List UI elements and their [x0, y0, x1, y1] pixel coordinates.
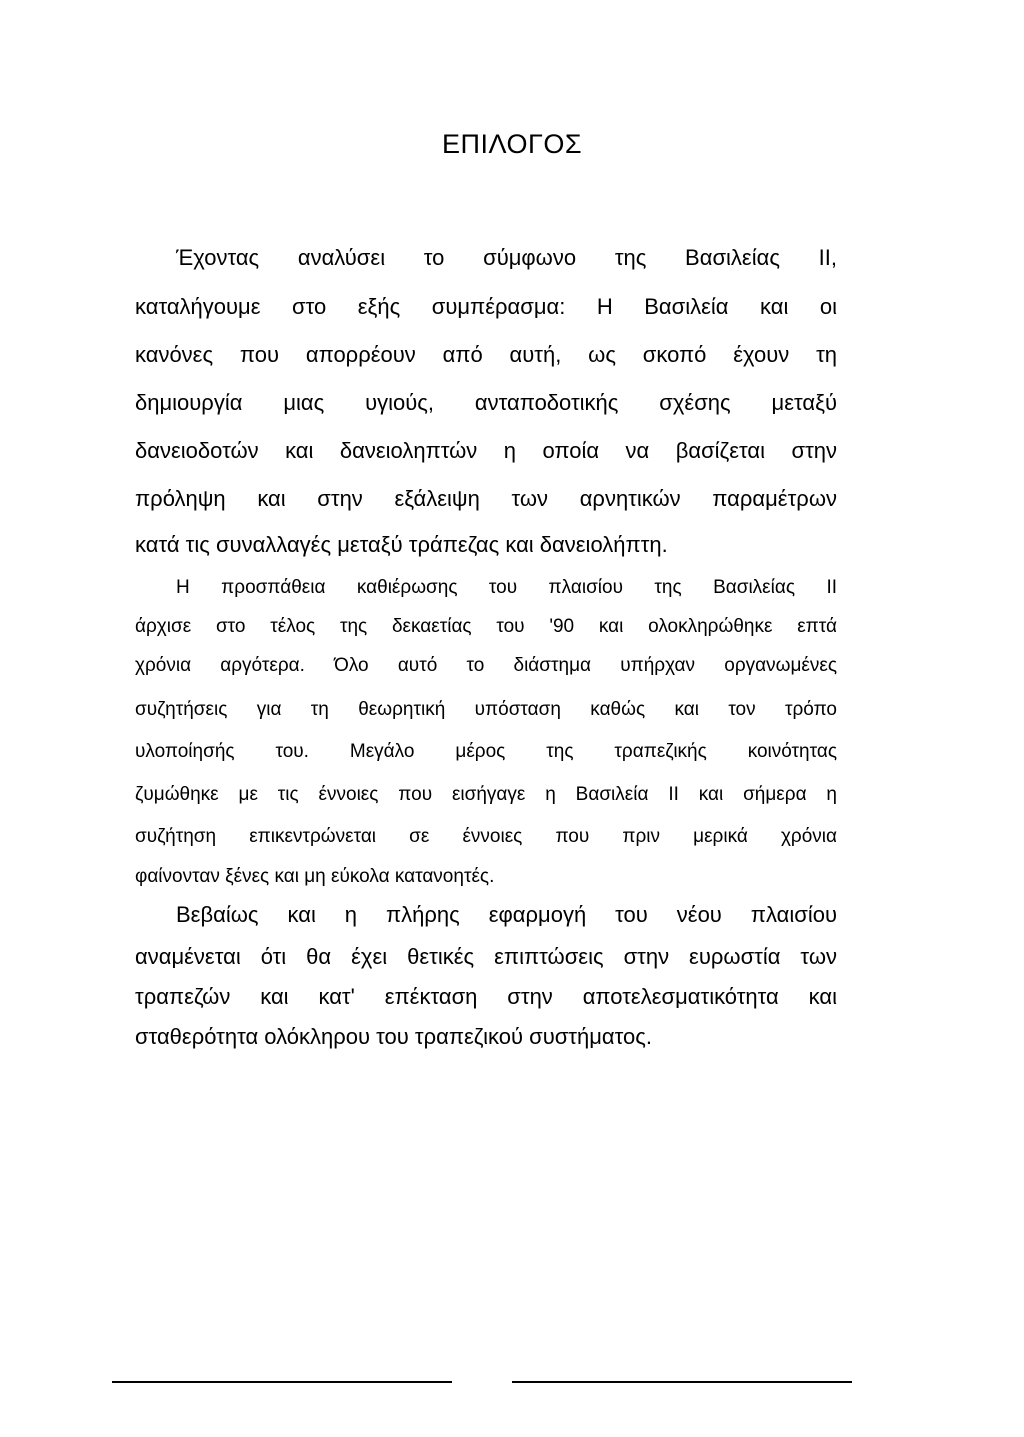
paragraph-line: αναμένεται ότι θα έχει θετικές επιπτώσεις στην ευρωστία των [135, 944, 837, 969]
paragraph-line: συζήτηση επικεντρώνεται σε έννοιες που πριν μερικά χρόνια [135, 826, 837, 847]
paragraph-line: φαίνονταν ξένες και μη εύκολα κατανοητές. [135, 866, 495, 887]
footer-rule-left [112, 1381, 452, 1383]
paragraph-line: πρόληψη και στην εξάλειψη των αρνητικών παραμέτρων [135, 486, 837, 511]
paragraph-line: καταλήγουμε στο εξής συμπέρασμα: Η Βασιλεία και οι [135, 294, 837, 319]
paragraph-line: υλοποίησής του. Μεγάλο μέρος της τραπεζικής κοινότητας [135, 741, 837, 762]
page-title: ΕΠΙΛΟΓΟΣ [441, 129, 583, 159]
paragraph-line: δανειοδοτών και δανειοληπτών η οποία να βασίζεται στην [135, 438, 837, 463]
paragraph-line: δημιουργία μιας υγιούς, ανταποδοτικής σχέσης μεταξύ [135, 390, 837, 415]
paragraph-line: Η προσπάθεια καθιέρωσης του πλαισίου της Βασιλείας ΙΙ [176, 577, 837, 598]
paragraph-line: κατά τις συναλλαγές μεταξύ τράπεζας και δανειολήπτη. [135, 532, 668, 557]
paragraph-line: σταθερότητα ολόκληρου του τραπεζικού συστήματος. [135, 1024, 652, 1049]
paragraph-line: ζυμώθηκε με τις έννοιες που εισήγαγε η Βασιλεία ΙΙ και σήμερα η [135, 784, 837, 805]
paragraph-line: τραπεζών και κατ' επέκταση στην αποτελεσματικότητα και [135, 984, 837, 1009]
paragraph-line: Βεβαίως και η πλήρης εφαρμογή του νέου πλαισίου [176, 902, 837, 927]
footer-rule-right [512, 1381, 852, 1383]
paragraph-line: συζητήσεις για τη θεωρητική υπόσταση καθώς και τον τρόπο [135, 699, 837, 720]
paragraph-line: άρχισε στο τέλος της δεκαετίας του '90 και ολοκληρώθηκε επτά [135, 616, 837, 637]
paragraph-line: κανόνες που απορρέουν από αυτή, ως σκοπό έχουν τη [135, 342, 837, 367]
paragraph-line: χρόνια αργότερα. Όλο αυτό το διάστημα υπήρχαν οργανωμένες [135, 655, 837, 676]
paragraph-line: Έχοντας αναλύσει το σύμφωνο της Βασιλείας ΙΙ, [176, 245, 837, 270]
